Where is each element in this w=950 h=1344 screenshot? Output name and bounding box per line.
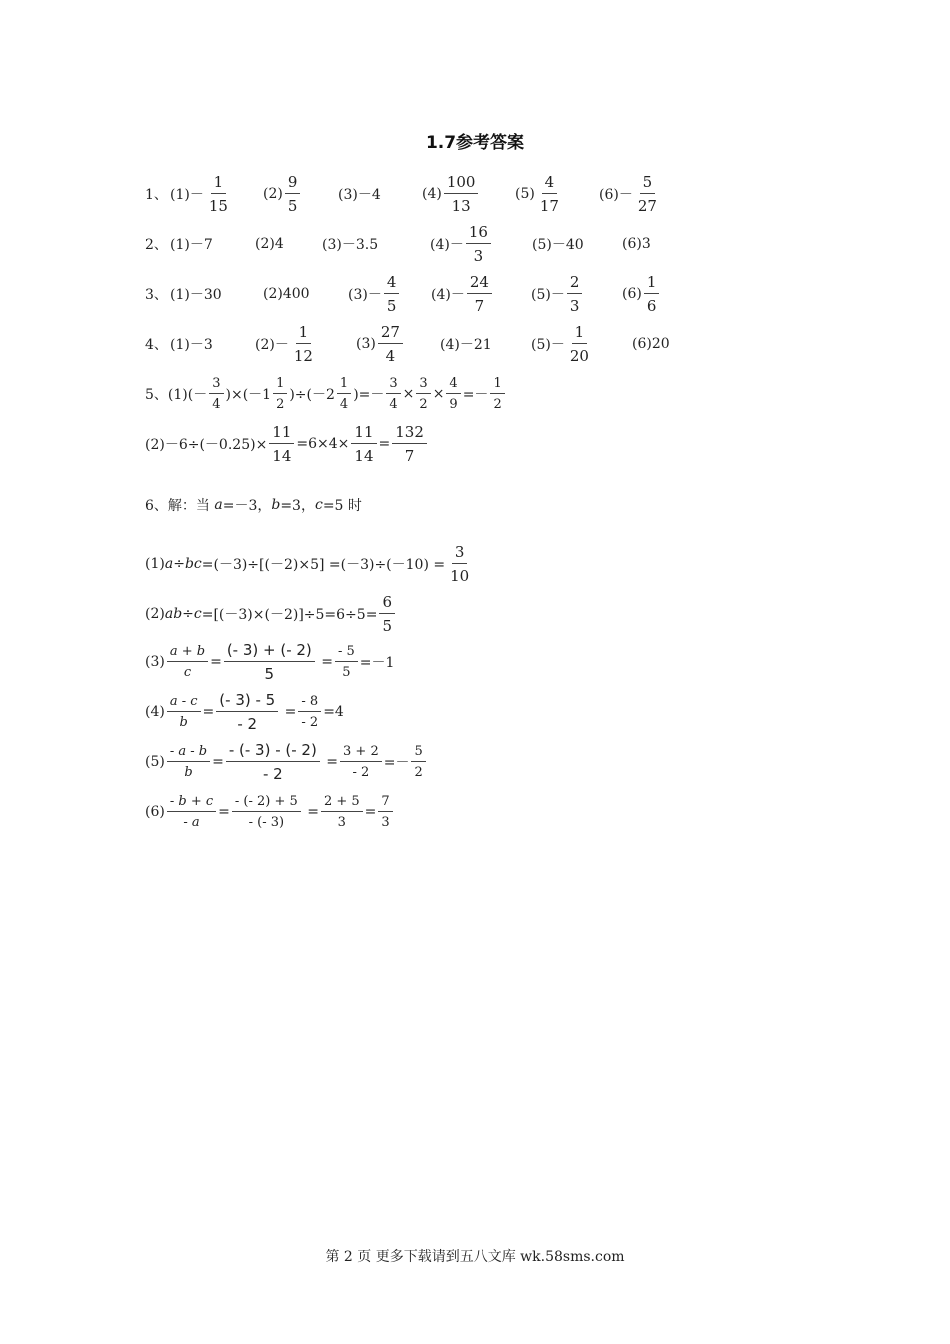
question-6-intro: 6、解：当 a =－3， b =3， c =5 时 xyxy=(145,497,362,514)
fraction: $\frac{27}{4}$ xyxy=(378,323,403,365)
fraction: $\frac{4}{5}$ xyxy=(384,273,400,315)
fraction: $\frac{4}{9}$ xyxy=(446,376,460,412)
answer-label: (1)－ xyxy=(170,187,204,203)
fraction: $\frac{11}{14}$ xyxy=(269,423,294,465)
answer-value: (6)3 xyxy=(622,236,651,252)
question-number: 4、 xyxy=(145,337,168,353)
page-footer: 第 2 页 更多下载请到五八文库 wk.58sms.com xyxy=(325,1249,625,1265)
answer-label: (5)－ xyxy=(531,287,565,303)
fraction: $\frac{3}{10}$ xyxy=(450,543,470,585)
answer-value: (2)400 xyxy=(263,286,310,302)
expr-part: = xyxy=(378,436,391,452)
answer-value: (3)－4 xyxy=(338,187,381,203)
answer-label: (2) xyxy=(263,186,283,202)
answer-label: (5)－ xyxy=(531,337,565,353)
fraction: $\frac{6}{5}$ xyxy=(379,593,395,635)
fraction: $\frac{a + b}{c}$ xyxy=(167,644,208,680)
question-number: 1、 xyxy=(145,187,168,203)
answer-value: (2)4 xyxy=(255,236,284,252)
question-number: 2、 xyxy=(145,237,168,253)
answer-value: (4)－21 xyxy=(440,337,492,353)
fraction: $\frac{1}{20}$ xyxy=(569,323,589,365)
fraction: $\frac{- (- 3) - (- 2)}{- 2}$ xyxy=(226,741,320,783)
answer-value: (6)20 xyxy=(632,336,670,352)
fraction: $\frac{100}{13}$ xyxy=(444,173,479,215)
fraction: $\frac{(- 3) - 5}{- 2}$ xyxy=(216,691,278,733)
expr-part: )÷(－2 xyxy=(289,387,335,403)
fraction: $\frac{- a - b}{b}$ xyxy=(167,744,210,780)
fraction: $\frac{- b + c}{- a}$ xyxy=(167,794,216,830)
expr-part: =6×4× xyxy=(296,436,350,452)
fraction: $\frac{- (- 2) + 5}{- (- 3)}$ xyxy=(232,794,301,830)
fraction: $\frac{3}{4}$ xyxy=(386,376,400,412)
fraction: $\frac{3}{2}$ xyxy=(416,376,430,412)
fraction: $\frac{24}{7}$ xyxy=(467,273,492,315)
fraction: $\frac{1}{12}$ xyxy=(293,323,313,365)
expr-part: =－ xyxy=(462,387,489,403)
fraction: $\frac{1}{15}$ xyxy=(208,173,228,215)
answer-label: (2)－ xyxy=(255,337,289,353)
fraction: $\frac{4}{17}$ xyxy=(539,173,559,215)
page-title: 1.7参考答案 xyxy=(425,133,525,153)
answer-value: (1)－3 xyxy=(170,337,213,353)
answer-value: (1)－7 xyxy=(170,237,213,253)
fraction: $\frac{1}{2}$ xyxy=(490,376,504,412)
question-number: 5、 xyxy=(145,387,168,403)
fraction: $\frac{1}{4}$ xyxy=(337,376,351,412)
fraction: $\frac{16}{3}$ xyxy=(466,223,491,265)
document-page: 1.7参考答案 1、 (1)－ $\frac{1}{15}$ (2) $\frac{9}{5}$ (3)－4 (4) $\frac{100}{13}$ (5) $\frac{4}{17}$ (6)－ $\frac{5}{27}$ 2、 (1)－7 (2)4 (3)－3.5 (4)－ $\frac{16}{3}$ (5)－40 (6)3 3、 (1)－30 (2)400 (3)－ $\frac{4}{5}$ (4)－ $\frac{24}{7}$ (5)－ $\frac{2}{3}$ (6) $\frac{1}{6}$ 4、 (1)－3 (2)－ $\frac{1}{12}$ (3) $\frac{27}{4}$ (4)－21 (5)－ $\frac{1}{20}$ (6)20 5、 (1)(－ $\frac{3}{4}$ )×(－1 $\frac{1}{2}$ )÷(－2 $\frac{1}{4}$ )=－ $\frac{3}{4}$ × $\frac{3}{2}$ × $\frac{4}{9}$ =－ $\frac{1}{2}$ (2)－6÷(－0.25)× $\frac{11}{14}$ =6×4× $\frac{11}{14}$ = $\frac{132}{7}$ 6、解：当 a =－3， b =3， c =5 时 (1) a ÷ bc =(－3)÷[(－2)×5] =(－3)÷(－10) = $\frac{3}{10}$ (2) ab ÷ c =[(－3)×(－2)]÷5=6÷5= $\frac{6}{5}$ (3) $\frac{a + b}{c}$ = $\frac{(- 3) + (- 2)}{5}$ = $\frac{- 5}{5}$ =－1 (4) $\frac{a - c}{b}$ = $\frac{(- 3) - 5}{- 2}$ = $\frac{- 8}{- 2}$ =4 (5) $\frac{- a - b}{b}$ = $\frac{- (- 3) - (- 2)}{- 2}$ = $\frac{3 + 2}{- 2}$ =－ $\frac{5}{2}$ (6) $\frac{- b + c}{- a}$ = $\frac{- (- 2) + 5}{- (- 3)}$ = $\frac{2 + 5}{3}$ = $\frac{7}{3}$ 第 2 页 更多下载请到五八文库 wk.58sms.com xyxy=(0,0,950,1344)
fraction: $\frac{132}{7}$ xyxy=(392,423,427,465)
fraction: $\frac{1}{2}$ xyxy=(273,376,287,412)
answer-label: (5) xyxy=(515,186,535,202)
question-number: 3、 xyxy=(145,287,168,303)
answer-label: (4)－ xyxy=(431,287,465,303)
answer-label: (3) xyxy=(356,336,376,352)
fraction: $\frac{- 8}{- 2}$ xyxy=(298,694,321,730)
fraction: $\frac{1}{6}$ xyxy=(644,273,660,315)
answer-label: (6)－ xyxy=(599,187,633,203)
answer-value: (3)－3.5 xyxy=(322,237,379,253)
answer-label: (6) xyxy=(622,286,642,302)
fraction: $\frac{(- 3) + (- 2)}{5}$ xyxy=(224,641,315,683)
expr-part: (2)－6÷(－0.25)× xyxy=(145,437,268,453)
fraction: $\frac{2}{3}$ xyxy=(567,273,583,315)
fraction: $\frac{9}{5}$ xyxy=(285,173,301,215)
answer-label: (4) xyxy=(422,186,442,202)
expr-part: )=－ xyxy=(353,387,385,403)
fraction: $\frac{3}{4}$ xyxy=(209,376,223,412)
fraction: $\frac{11}{14}$ xyxy=(351,423,376,465)
expr-part: × xyxy=(432,386,445,402)
answer-label: (4)－ xyxy=(430,237,464,253)
answer-value: (1)－30 xyxy=(170,287,222,303)
expr-part: (1)(－ xyxy=(167,387,208,403)
answer-value: (5)－40 xyxy=(532,237,584,253)
fraction: $\frac{3 + 2}{- 2}$ xyxy=(340,744,382,780)
expr-part: × xyxy=(402,386,415,402)
fraction: $\frac{a - c}{b}$ xyxy=(167,694,201,730)
fraction: $\frac{- 5}{5}$ xyxy=(335,644,358,680)
fraction: $\frac{5}{2}$ xyxy=(411,744,425,780)
expr-part: )×(－1 xyxy=(225,387,272,403)
answer-label: (3)－ xyxy=(348,287,382,303)
fraction: $\frac{2 + 5}{3}$ xyxy=(321,794,363,830)
fraction: $\frac{7}{3}$ xyxy=(378,794,392,830)
fraction: $\frac{5}{27}$ xyxy=(637,173,657,215)
